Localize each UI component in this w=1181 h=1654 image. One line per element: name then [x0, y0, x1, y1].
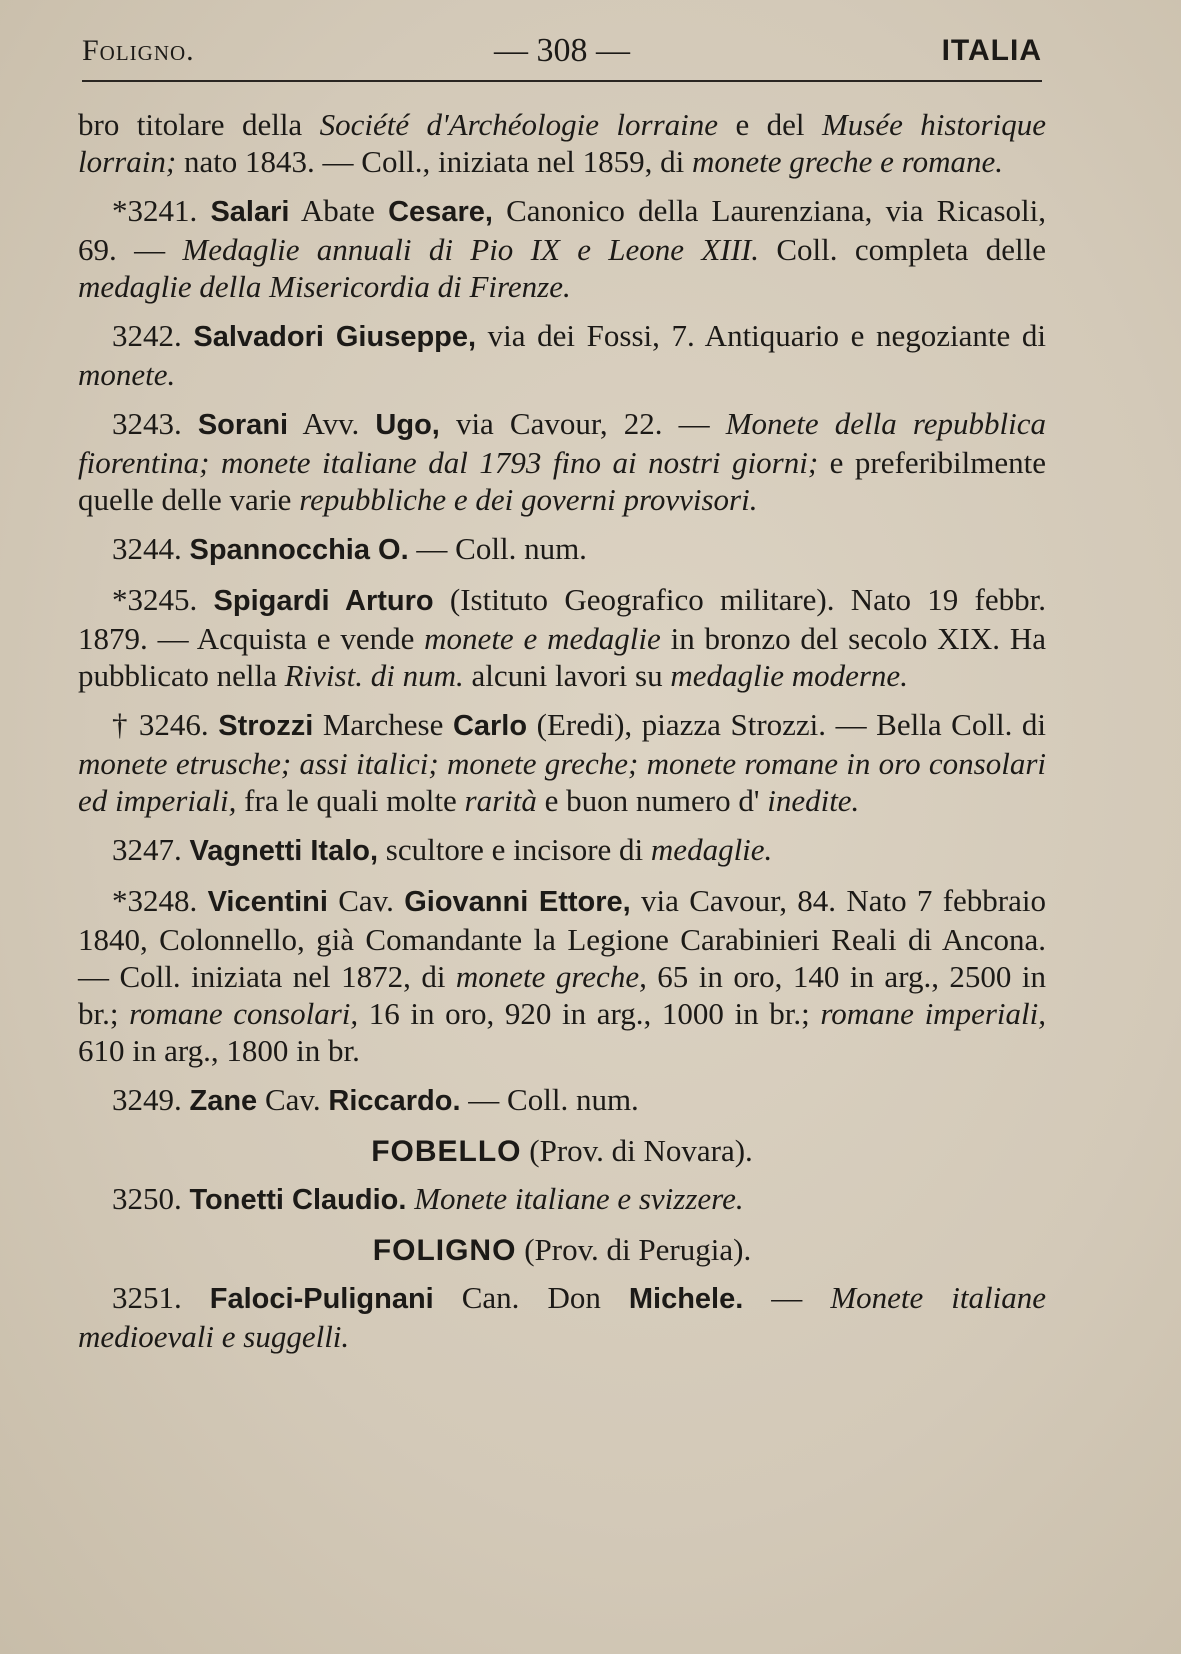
running-head-right: ITALIA [941, 34, 1042, 67]
entry-number: 3242. [112, 318, 182, 353]
section-heading-fobello: FOBELLO (Prov. di Novara). [371, 1133, 753, 1168]
entry-number: 3250. [112, 1181, 182, 1216]
entry-3243: 3243. Sorani Avv. Ugo, via Cavour, 22. — Monete della repubblica fiorentina; monete italiane dal 1793 fino ai nostri giorni; e preferibilmente quelle delle varie repubbliche e dei governi provvisori. [78, 406, 1046, 517]
entry-number: † 3246. [112, 707, 209, 742]
entry-3245: *3245. Spigardi Arturo (Istituto Geografico militare). Nato 19 febbr. 1879. — Acquista e vende monete e medaglie in bronzo del secolo XIX. Ha pubblicato nella Rivist. di num. alcuni lavori su medaglie moderne. [78, 582, 1046, 693]
entry-3246: † 3246. Strozzi Marchese Carlo (Eredi), piazza Strozzi. — Bella Coll. di monete etrusche; assi italici; monete greche; monete romane in oro consolari ed imperiali, fra le quali molte rarità e buon numero d' inedite. [78, 707, 1047, 818]
page-number: — 308 — [494, 32, 630, 69]
entry-number: 3244. [112, 531, 182, 566]
entry-number: 3243. [112, 406, 182, 441]
entry-number: *3248. [112, 883, 198, 918]
running-head-left: Foligno. [82, 34, 195, 67]
page-header [82, 30, 1042, 70]
entry-continuation: bro titolare della Société d'Archéologie lorraine e del Musée historique lorrain; nato 1843. — Coll., iniziata nel 1859, di monete greche e romane. [78, 107, 1046, 179]
page-body [78, 106, 1046, 1367]
entry-3251: 3251. Faloci-Pulignani Can. Don Michele. — Monete italiane medioevali e suggelli. [78, 1280, 1047, 1354]
entry-3244: 3244. Spannocchia O. — Coll. num. [112, 531, 587, 566]
entry-number: 3251. [112, 1280, 182, 1315]
entry-number: *3241. [112, 193, 198, 228]
section-heading-foligno: FOLIGNO (Prov. di Perugia). [372, 1232, 752, 1267]
entry-3247: 3247. Vagnetti Italo, scultore e incisore di medaglie. [112, 832, 773, 867]
entry-3248: *3248. Vicentini Cav. Giovanni Ettore, via Cavour, 84. Nato 7 febbraio 1840, Colonnello, già Comandante la Legione Carabinieri Reali di Ancona. — Coll. iniziata nel 1872, di monete greche, 65 in oro, 140 in arg., 2500 in br.; romane consolari, 16 in oro, 920 in arg., 1000 in br.; romane imperiali, 610 in arg., 1800 in br. [78, 883, 1046, 1068]
header-rule [82, 80, 1042, 82]
entry-3241: *3241. Salari Abate Cesare, Canonico della Laurenziana, via Ricasoli, 69. — Medaglie annuali di Pio IX e Leone XIII. Coll. completa delle medaglie della Misericordia di Firenze. [78, 193, 1047, 304]
entry-number: 3249. [112, 1082, 182, 1117]
entry-3249: 3249. Zane Cav. Riccardo. — Coll. num. [112, 1082, 639, 1117]
entry-3242: 3242. Salvadori Giuseppe, via dei Fossi, 7. Antiquario e negoziante di monete. [78, 318, 1046, 392]
entry-3250: 3250. Tonetti Claudio. Monete italiane e svizzere. [112, 1181, 744, 1216]
entry-number: *3245. [112, 582, 198, 617]
entry-number: 3247. [112, 832, 182, 867]
